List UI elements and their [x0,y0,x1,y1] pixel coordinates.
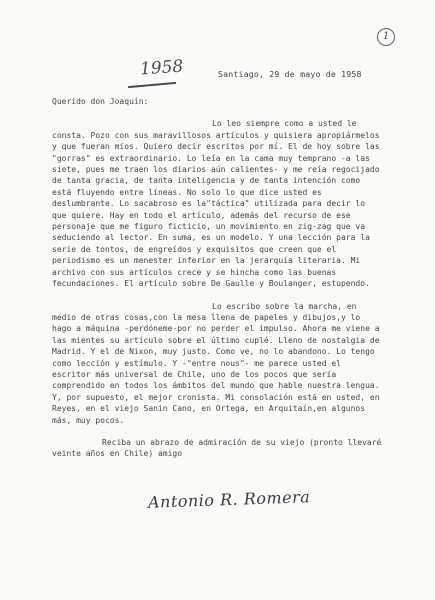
handwritten-signature: Antonio R. Romera [147,487,311,512]
page-number-circle: 1 [377,28,395,46]
handwritten-year: 1958 [139,56,184,80]
letter-body [52,96,382,460]
paragraph-2: Lo escribo sobre la marcha, en medio de otras cosas,con la mesa llena de papeles y dibujos,y lo hago a máquina -perdóneme-por no perder el impulso. Ahora me viene a las mientes su artículo sobre el último cuplé. Lleno de nostalgia de Madrid. Y el de Nixon, muy justo. Como ve, no lo abandono. Lo tengo como lección y estímulo. Y -"entre nous"- me parece usted el escritor más universal de Chile, uno de los pocos que sería comprendido en todos los ámbitos del mundo que hable nuestra lengua. Y, por supuesto, el mejor cronista. Mi consolación está en usted, en Reyes, en el viejo Sanin Cano, en Ortega, en Arquitaín,en algunos más, muy pocos. [52,301,380,425]
paragraph-1: Lo leo siempre como a usted le consta. Pozo con sus maravillosos artículos y quisiera apropiármelos y que fueran míos. Quiero decir escritos por mí. El de hoy sobre las "gorras" es extraordinario. Lo leía en la cama muy temprano -a las siete, pues me traen los diarios aún calientes- y me reía regocijado de tanta gracia, de tanta inteligencia y de tanta intención como está fluyendo entre líneas. No solo lo que dice usted es deslumbrante. Lo sacabroso es la"táctica" utilizada para decir lo que quiere. Hay en todo el artículo, además del recurso de ese personaje que me figuro ficticio, un movimiento en zig-zag que va seduciendo al lector. En suma, es un modelo. Y una lección para la serie de tontos, de engreídos y exquisitos que creen que el periodismo es un menester inferior en la jerarquía literaria. Mi archivo con sus artículos crece y se hincha como las buenas fecundaciones. El artículo sobre De Gaulle y Boulanger, estupendo. [52,119,380,289]
salutation: Querido don Joaquín: [52,97,149,106]
year-underline [128,82,176,88]
paragraph-3: Reciba un abrazo de admiración de su viejo (pronto llevaré veinte años en Chile) amigo [52,437,382,459]
date-line: Santiago, 29 de mayo de 1958 [218,69,362,79]
